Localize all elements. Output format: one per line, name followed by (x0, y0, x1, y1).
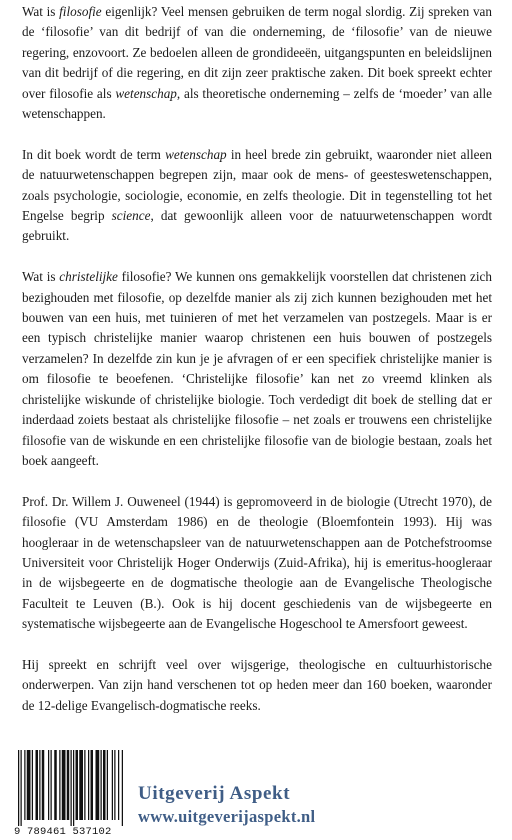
barcode-bar (96, 750, 100, 820)
publisher-url[interactable]: www.uitgeverijaspekt.nl (138, 807, 316, 826)
barcode-bar (67, 750, 70, 820)
paragraph-science-term (22, 145, 492, 247)
text-run: eigenlijk? Veel mensen gebruiken de term nogal slordig. Zij spreken van de ‘filosofie’ van dit bedrijf of van die onderneming, de ‘filosofie’ van de nieuwe regering, enzovoort. Ze bedoelen alleen de grondideeën, uitgangspunten en beleidslijnen van dit bedrijf of die regering, en dit zijn zeer praktische zaken. Dit boek spreekt echter over filosofie als (22, 4, 493, 101)
barcode-bar (51, 750, 52, 820)
barcode-bar (107, 750, 108, 820)
barcode-bar (103, 750, 106, 820)
paragraph-author-works: Hij spreekt en schrijft veel over wijsgerige, theologische en cultuurhistorische onderwerpen. Van zijn hand verschenen tot op heden meer dan 160 boeken, waaronder de 12-delige Evangelisch-dogmatische reeks. (22, 656, 492, 713)
italic-term: wetenschap (115, 85, 177, 101)
paragraph-author-bio: Prof. Dr. Willem J. Ouweneel (1944) is gepromoveerd in de biologie (Utrecht 1970), de filosofie (VU Amsterdam 1986) en de theologie (Bloemfontein 1993). Hij was hoogleraar in de wetenschapsleer van de natuurwetenschappen aan de Potchefstroomse Universiteit voor Christelijk Hoger Onderwijs (Zuid-Afrika), hij is emeritus-hoogleraar in de wijsbegeerte en de dogmatische theologie aan de Evangelische Theologische Faculteit te Leuven (B.). Ook is hij docent geschiedenis van de wijsbegeerte en systematische wijsbegeerte aan de Evangelische Hogeschool te Amersfoort geweest. (22, 493, 492, 632)
barcode-bar (84, 750, 85, 820)
barcode-bar (88, 750, 89, 820)
barcode-bar (73, 750, 74, 826)
barcode-bar (114, 750, 115, 820)
barcode-bar (36, 750, 39, 820)
back-cover-text (22, 2, 492, 737)
barcode-bar (76, 750, 79, 820)
barcode-bar (118, 750, 119, 820)
barcode-bar (32, 750, 33, 820)
text-run: Wat is (22, 4, 60, 19)
barcode-bar (42, 750, 45, 820)
italic-term: science (111, 208, 151, 224)
italic-term: christelijke (59, 269, 118, 285)
text-run: in heel brede zin gebruikt, waaronder niet alleen de natuurwetenschappen begrepen zijn, maar ook de mens- of geesteswetenschappen, zoals psychologie, sociologie, economie, en zelfs theologie. Dit in tegenstelling tot het Engelse begrip (22, 146, 492, 224)
barcode-bars (14, 750, 126, 826)
publisher-name: Uitgeverij Aspekt (138, 783, 291, 804)
paragraph-christian-philosophy (22, 267, 492, 471)
barcode-bar (21, 750, 22, 826)
barcode-bar (71, 750, 72, 826)
isbn-barcode (14, 750, 126, 840)
italic-term: wetenschap (165, 146, 227, 162)
barcode-bar (59, 750, 60, 820)
barcode-bar (122, 750, 123, 826)
barcode-bar (62, 750, 66, 820)
barcode-bar (39, 750, 40, 820)
text-run: filosofie? We kunnen ons gemakkelijk voorstellen dat christenen zich bezighouden met filosofie, op dezelfde manier als zij zich kunnen bezighouden met het bouwen van een huis, met tuinieren of met het verzamelen van postzegels. Maar is er een typisch christelijke manier waarop christenen een huis bouwen of postzegels verzamelen? In dezelfde zin kun je je afvragen of er een specifiek christelijke manier is om filosofie te beoefenen. ‘Christelijke filosofie’ kan net zo vreemd klinken als christelijke wiskunde of christelijke biologie. Toch verdedigt dit boek de stelling dat er inderdaad zoiets bestaat als christelijke filosofie – net zoals er trouwens een christelijke filosofie van de wiskunde en een christelijke filosofie van de biologie bestaan, zoals het boek aangeeft. (22, 269, 493, 468)
barcode-bar (91, 750, 94, 820)
barcode-bar (101, 750, 102, 820)
barcode-bar (27, 750, 31, 820)
italic-term: filosofie (59, 4, 102, 19)
text-run: , als theoretische onderneming – zelfs de ‘moeder’ van alle wetenschappen. (22, 85, 492, 122)
barcode-digits: 9 789461 537102 (14, 826, 112, 838)
barcode-bar (18, 750, 19, 826)
publisher-block (138, 782, 508, 828)
barcode-bar (79, 750, 83, 820)
text-run: , dat gewoonlijk alleen voor de natuurwetenschappen wordt gebruikt. (22, 208, 493, 244)
paragraph-what-is-philosophy (22, 2, 492, 124)
barcode-bar (112, 750, 113, 820)
barcode-bar (54, 750, 57, 820)
barcode-bar (48, 750, 49, 820)
text-run: In dit boek wordt de term (22, 146, 166, 162)
barcode-bar (24, 750, 25, 820)
text-run: Wat is (22, 269, 60, 285)
